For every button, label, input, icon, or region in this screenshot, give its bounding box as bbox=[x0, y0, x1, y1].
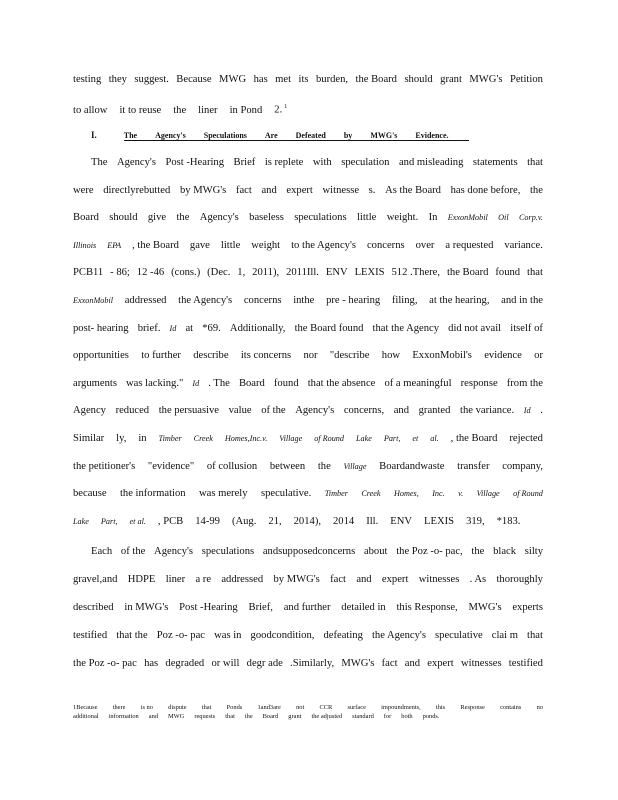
word: described bbox=[73, 602, 114, 613]
word: ly, bbox=[116, 433, 127, 444]
word: 2011), bbox=[252, 267, 280, 279]
word: goodcondition, bbox=[250, 630, 315, 641]
word: and bbox=[404, 658, 421, 669]
word: (cons.) bbox=[171, 267, 201, 279]
word: 512 .There, bbox=[391, 267, 441, 279]
word: evidence bbox=[484, 350, 522, 362]
word: itself of bbox=[510, 322, 543, 334]
paragraph-line bbox=[73, 211, 543, 225]
word: of collusion bbox=[206, 460, 258, 472]
word: , the Board bbox=[132, 239, 179, 251]
footnote-word: additional bbox=[73, 713, 99, 720]
word: et bbox=[412, 434, 419, 443]
heading-word: Speculations bbox=[203, 131, 247, 140]
section-heading bbox=[91, 130, 469, 141]
footnote-word: the adjusted bbox=[311, 713, 343, 720]
word: has bbox=[253, 74, 268, 85]
word: directlyrebutted bbox=[103, 184, 171, 196]
word: that the bbox=[116, 630, 148, 641]
word: that bbox=[527, 630, 543, 641]
word: reduced bbox=[115, 405, 150, 417]
heading-word: The bbox=[123, 131, 138, 140]
footnote-word: impoundments, bbox=[381, 704, 421, 711]
footnote-word: no bbox=[536, 704, 543, 711]
word: little bbox=[356, 212, 377, 224]
word: s. bbox=[368, 184, 376, 196]
word: the bbox=[317, 460, 331, 472]
word: thoroughly bbox=[496, 574, 543, 585]
word: speculations bbox=[201, 546, 255, 557]
word: Timber bbox=[324, 489, 348, 499]
word: 2. 1 bbox=[274, 100, 299, 118]
word: was lacking." bbox=[126, 377, 184, 389]
word: - 86; bbox=[110, 267, 130, 279]
word: filing, bbox=[391, 295, 418, 306]
footnote-word: dispute bbox=[168, 704, 187, 711]
word: 2014), bbox=[293, 515, 321, 527]
word: clai m bbox=[491, 630, 518, 641]
word: Part, bbox=[383, 434, 401, 443]
word: Agency bbox=[73, 405, 106, 417]
paragraph-line bbox=[73, 266, 543, 280]
word: liner bbox=[198, 104, 218, 116]
word: they bbox=[108, 74, 127, 85]
word: In bbox=[428, 212, 438, 224]
word: fact bbox=[381, 658, 398, 669]
word: Poz -o- pac bbox=[156, 630, 206, 641]
heading-word: MWG's bbox=[370, 131, 398, 140]
word: Agency's bbox=[154, 546, 194, 557]
word: Homes,Inc.v. bbox=[224, 434, 268, 443]
word: brief. bbox=[137, 322, 161, 334]
footnote-word: that bbox=[201, 704, 212, 711]
word: Village bbox=[343, 461, 367, 471]
word: Brief, bbox=[248, 602, 273, 613]
word: was merely bbox=[198, 488, 248, 500]
word: .Similarly, bbox=[290, 658, 335, 669]
word: weight bbox=[251, 239, 281, 251]
word: the Agency's bbox=[371, 630, 426, 641]
paragraph-line bbox=[73, 601, 543, 615]
word: by MWG's bbox=[179, 184, 227, 196]
footnote-word: 1and3are bbox=[257, 704, 281, 711]
word: company, bbox=[502, 460, 543, 472]
word: or will bbox=[211, 658, 240, 669]
word: silty bbox=[524, 546, 543, 557]
word: 12 -46 bbox=[136, 267, 165, 279]
word: 21, bbox=[268, 515, 282, 527]
footnote-word: Board bbox=[262, 713, 279, 720]
word: (Dec. bbox=[207, 267, 231, 279]
paragraph-line bbox=[73, 239, 543, 253]
footnote-word: and bbox=[148, 713, 158, 720]
heading-word: Are bbox=[264, 131, 278, 140]
footnote-marker: 1 bbox=[284, 104, 288, 110]
word: transfer bbox=[457, 460, 490, 472]
footnote-word: requests bbox=[194, 713, 216, 720]
paragraph-line bbox=[91, 156, 543, 170]
word: in Pond bbox=[229, 104, 263, 116]
word: et al. bbox=[129, 516, 146, 526]
word: the Poz -o- pac, bbox=[396, 546, 463, 557]
word: variance. bbox=[504, 239, 543, 251]
word: should bbox=[404, 74, 433, 85]
word: the Poz -o- pac bbox=[73, 658, 137, 669]
word: Village bbox=[279, 434, 303, 443]
word: Post -Hearing bbox=[179, 602, 238, 613]
heading-title bbox=[124, 131, 469, 141]
word: speculative bbox=[435, 630, 483, 641]
word: "describe bbox=[329, 350, 370, 362]
word: a re bbox=[195, 574, 212, 585]
word: ExxonMobil bbox=[73, 296, 114, 305]
word: witnesse bbox=[322, 184, 360, 196]
word: how bbox=[381, 350, 401, 362]
word: Agency's bbox=[295, 405, 335, 417]
paragraph-line bbox=[73, 322, 543, 336]
word: or bbox=[534, 350, 543, 362]
word: Corp.v. bbox=[518, 213, 543, 223]
word: witnesses bbox=[460, 658, 502, 669]
word: post- hearing bbox=[73, 322, 129, 334]
word: give bbox=[147, 212, 167, 224]
word: ENV bbox=[390, 515, 413, 527]
word: Brief bbox=[233, 157, 256, 168]
word: addressed bbox=[221, 574, 264, 585]
word: Similar bbox=[73, 433, 105, 444]
word: with bbox=[312, 157, 332, 168]
word: value bbox=[228, 405, 252, 417]
word: the bbox=[176, 212, 190, 224]
word: did not avail bbox=[448, 322, 502, 334]
word: MWG's bbox=[469, 74, 503, 85]
word: Lake bbox=[73, 516, 89, 526]
word: al. bbox=[430, 434, 439, 443]
word: arguments bbox=[73, 377, 117, 389]
paragraph-line bbox=[73, 377, 543, 391]
word: black bbox=[493, 546, 517, 557]
word: and further bbox=[283, 602, 331, 613]
word: its concerns bbox=[240, 350, 292, 362]
word: ENV bbox=[325, 267, 348, 279]
word: MWG's bbox=[341, 658, 375, 669]
word: 2011Ill. bbox=[286, 267, 319, 279]
word: describe bbox=[193, 350, 229, 362]
word: Post -Hearing bbox=[165, 157, 225, 168]
word: to allow bbox=[73, 104, 108, 116]
word: its bbox=[298, 74, 309, 85]
heading-word: Agency's bbox=[155, 131, 186, 140]
word: suggest. bbox=[134, 74, 169, 85]
footnote-word: Ponds bbox=[226, 704, 243, 711]
word: the Board bbox=[446, 267, 489, 279]
word: experts bbox=[512, 602, 543, 613]
word: opportunities bbox=[73, 350, 129, 362]
word: . As bbox=[469, 574, 487, 585]
word: that the absence bbox=[307, 377, 376, 389]
word: Ill. bbox=[366, 515, 379, 527]
word: it to reuse bbox=[119, 104, 162, 116]
word: met bbox=[275, 74, 292, 85]
word: expert bbox=[286, 184, 313, 196]
paragraph-line bbox=[73, 349, 543, 363]
word: Creek bbox=[193, 434, 213, 443]
word: statements bbox=[472, 157, 518, 168]
word: *69. bbox=[202, 322, 221, 334]
word: Homes, bbox=[393, 489, 419, 499]
word: of Round bbox=[513, 489, 543, 499]
word: Id bbox=[523, 406, 531, 416]
word: and in the bbox=[501, 295, 543, 306]
word: 2014 bbox=[333, 515, 355, 527]
paragraph-line bbox=[73, 573, 543, 587]
footnote-word: grant bbox=[288, 713, 302, 720]
word: was in bbox=[214, 630, 242, 641]
word: inthe bbox=[293, 295, 315, 306]
heading-word: by bbox=[343, 131, 353, 140]
word: the Agency's bbox=[178, 295, 233, 306]
word: , the Board bbox=[450, 433, 498, 444]
word: concerns bbox=[366, 239, 405, 251]
footnote-word: both bbox=[401, 713, 413, 720]
paragraph-line bbox=[73, 432, 543, 446]
word: ExxonMobil bbox=[447, 213, 488, 223]
word: concerns, bbox=[343, 405, 385, 417]
word: Boardandwaste bbox=[379, 460, 445, 472]
word: of the bbox=[261, 405, 286, 417]
word: granted bbox=[418, 405, 451, 417]
word: and bbox=[393, 405, 410, 417]
word: about bbox=[363, 546, 388, 557]
word: "evidence" bbox=[147, 460, 195, 472]
word: Agency's bbox=[116, 157, 156, 168]
word: LEXIS bbox=[354, 267, 385, 279]
paragraph-line bbox=[73, 294, 543, 308]
word: Id bbox=[169, 323, 177, 333]
word: Because bbox=[176, 74, 212, 85]
word: andsupposedconcerns bbox=[262, 546, 356, 557]
word: grant bbox=[440, 74, 462, 85]
word: Village bbox=[476, 489, 500, 499]
word: is replete bbox=[264, 157, 304, 168]
word: little bbox=[220, 239, 241, 251]
word: and bbox=[356, 574, 372, 585]
footnote-word: the bbox=[244, 713, 253, 720]
footnote-line bbox=[73, 712, 543, 721]
word: the information bbox=[119, 488, 186, 500]
word: ExxonMobil's bbox=[412, 350, 472, 362]
word: 14-99 bbox=[195, 515, 220, 527]
word: a requested bbox=[445, 239, 494, 251]
footnote-word: surface bbox=[347, 704, 366, 711]
word: Each bbox=[91, 546, 113, 557]
word: testing bbox=[73, 74, 102, 85]
word: found bbox=[495, 267, 521, 279]
paragraph-line bbox=[91, 545, 543, 559]
word: to further bbox=[141, 350, 181, 362]
word: found bbox=[273, 377, 299, 389]
paragraph-line bbox=[73, 184, 543, 198]
footnote-word: ponds. bbox=[422, 713, 440, 720]
word: has bbox=[144, 658, 159, 669]
footnote-word: 1Because bbox=[73, 704, 98, 711]
word: testified bbox=[508, 658, 543, 669]
word: Id bbox=[192, 378, 200, 388]
footnote-word: Response bbox=[460, 704, 485, 711]
word: Additionally, bbox=[229, 322, 286, 334]
word: the bbox=[173, 104, 187, 116]
word: defeating bbox=[323, 630, 363, 641]
word: Petition bbox=[509, 74, 543, 85]
word: and misleading bbox=[398, 157, 464, 168]
word: As the Board bbox=[385, 184, 441, 196]
word: Lake bbox=[355, 434, 372, 443]
word: v. bbox=[458, 489, 464, 499]
word: MWG's bbox=[468, 602, 502, 613]
word: the Board bbox=[355, 74, 397, 85]
word: and bbox=[261, 184, 277, 196]
word: expert bbox=[427, 658, 454, 669]
word: should bbox=[109, 212, 138, 224]
word: the petitioner's bbox=[73, 460, 136, 472]
word: in MWG's bbox=[124, 602, 169, 613]
text-line bbox=[73, 100, 543, 118]
word: over bbox=[415, 239, 435, 251]
word: Agency's bbox=[199, 212, 239, 224]
word: Creek bbox=[361, 489, 381, 499]
word: burden, bbox=[315, 74, 349, 85]
word: at bbox=[185, 322, 194, 334]
footnote-word: that bbox=[225, 713, 235, 720]
word: PCB11 bbox=[73, 267, 104, 279]
word: response bbox=[460, 377, 498, 389]
word: weight. bbox=[386, 212, 419, 224]
paragraph-line bbox=[73, 487, 543, 501]
footnote-word: this bbox=[435, 704, 446, 711]
word: detailed in bbox=[341, 602, 386, 613]
word: Board bbox=[238, 377, 265, 389]
paragraph-line bbox=[73, 404, 543, 418]
word: Timber bbox=[158, 434, 182, 443]
word: The bbox=[91, 157, 108, 168]
word: rejected bbox=[509, 433, 543, 444]
heading-number: I. bbox=[91, 130, 97, 140]
word: Inc. bbox=[432, 489, 445, 499]
word: the Board found bbox=[294, 322, 364, 334]
word: that bbox=[527, 267, 543, 279]
paragraph-line bbox=[73, 460, 543, 474]
word: the bbox=[529, 184, 543, 196]
word: fact bbox=[235, 184, 252, 196]
word: of Round bbox=[314, 434, 344, 443]
footnote-word: is no bbox=[140, 704, 153, 711]
word: nor bbox=[303, 350, 318, 362]
heading-word: Evidence. bbox=[415, 131, 449, 140]
word: 319, bbox=[466, 515, 485, 527]
word: because bbox=[73, 488, 107, 500]
paragraph-line bbox=[73, 515, 543, 529]
word: degraded bbox=[165, 658, 205, 669]
footnote-word: contains bbox=[500, 704, 522, 711]
heading-word: Defeated bbox=[295, 131, 326, 140]
word: speculation bbox=[341, 157, 390, 168]
word: from the bbox=[506, 377, 543, 389]
footnote-word: for bbox=[383, 713, 392, 720]
footnote-line bbox=[73, 703, 543, 712]
word: Illinois bbox=[73, 240, 97, 250]
word: , PCB bbox=[157, 515, 184, 527]
word: degr ade bbox=[246, 658, 283, 669]
paragraph-line bbox=[73, 657, 543, 671]
word: (Aug. bbox=[231, 515, 257, 527]
word: the bbox=[471, 546, 485, 557]
footnote-word: MWG bbox=[167, 713, 185, 720]
word: the persuasive bbox=[158, 405, 220, 417]
word: speculations bbox=[294, 212, 347, 224]
word: the variance. bbox=[460, 405, 515, 417]
word: . bbox=[540, 405, 543, 417]
word: LEXIS bbox=[424, 515, 455, 527]
footnote-word: information bbox=[108, 713, 139, 720]
word: by MWG's bbox=[273, 574, 320, 585]
word: has done before, bbox=[450, 184, 521, 196]
word: of the bbox=[120, 546, 146, 557]
word: concerns bbox=[243, 295, 282, 306]
word: gave bbox=[189, 239, 210, 251]
word: at the hearing, bbox=[429, 295, 490, 306]
word: speculative. bbox=[260, 488, 312, 500]
word: between bbox=[269, 460, 306, 472]
word: pre - hearing bbox=[326, 295, 381, 306]
word: 1, bbox=[237, 267, 246, 279]
footnote-word: CCR bbox=[319, 704, 333, 711]
paragraph-line bbox=[73, 629, 543, 643]
word: testified bbox=[73, 630, 108, 641]
word: were bbox=[73, 184, 94, 196]
footnote-word: there bbox=[112, 704, 126, 711]
word: fact bbox=[330, 574, 346, 585]
text-line bbox=[73, 73, 543, 87]
word: expert bbox=[381, 574, 409, 585]
word: Oil bbox=[498, 213, 509, 223]
word: addressed bbox=[124, 295, 167, 306]
word: Board bbox=[73, 212, 99, 224]
word: witnesses bbox=[418, 574, 460, 585]
word: HDPE bbox=[127, 574, 156, 585]
word: *183. bbox=[496, 515, 521, 527]
word: . The bbox=[208, 377, 230, 389]
footnote-word: not bbox=[296, 704, 305, 711]
word: gravel,and bbox=[73, 574, 118, 585]
word: to the Agency's bbox=[291, 239, 356, 251]
word: that the Agency bbox=[372, 322, 440, 334]
word: Part, bbox=[100, 516, 118, 526]
word: baseless bbox=[249, 212, 284, 224]
footnote-word: standard bbox=[352, 713, 374, 720]
word: this Response, bbox=[396, 602, 458, 613]
word: in bbox=[138, 433, 147, 444]
word: liner bbox=[165, 574, 186, 585]
word: of a meaningful bbox=[384, 377, 452, 389]
word: that bbox=[527, 157, 543, 168]
word: EPA bbox=[107, 240, 122, 250]
word: MWG bbox=[219, 74, 247, 85]
